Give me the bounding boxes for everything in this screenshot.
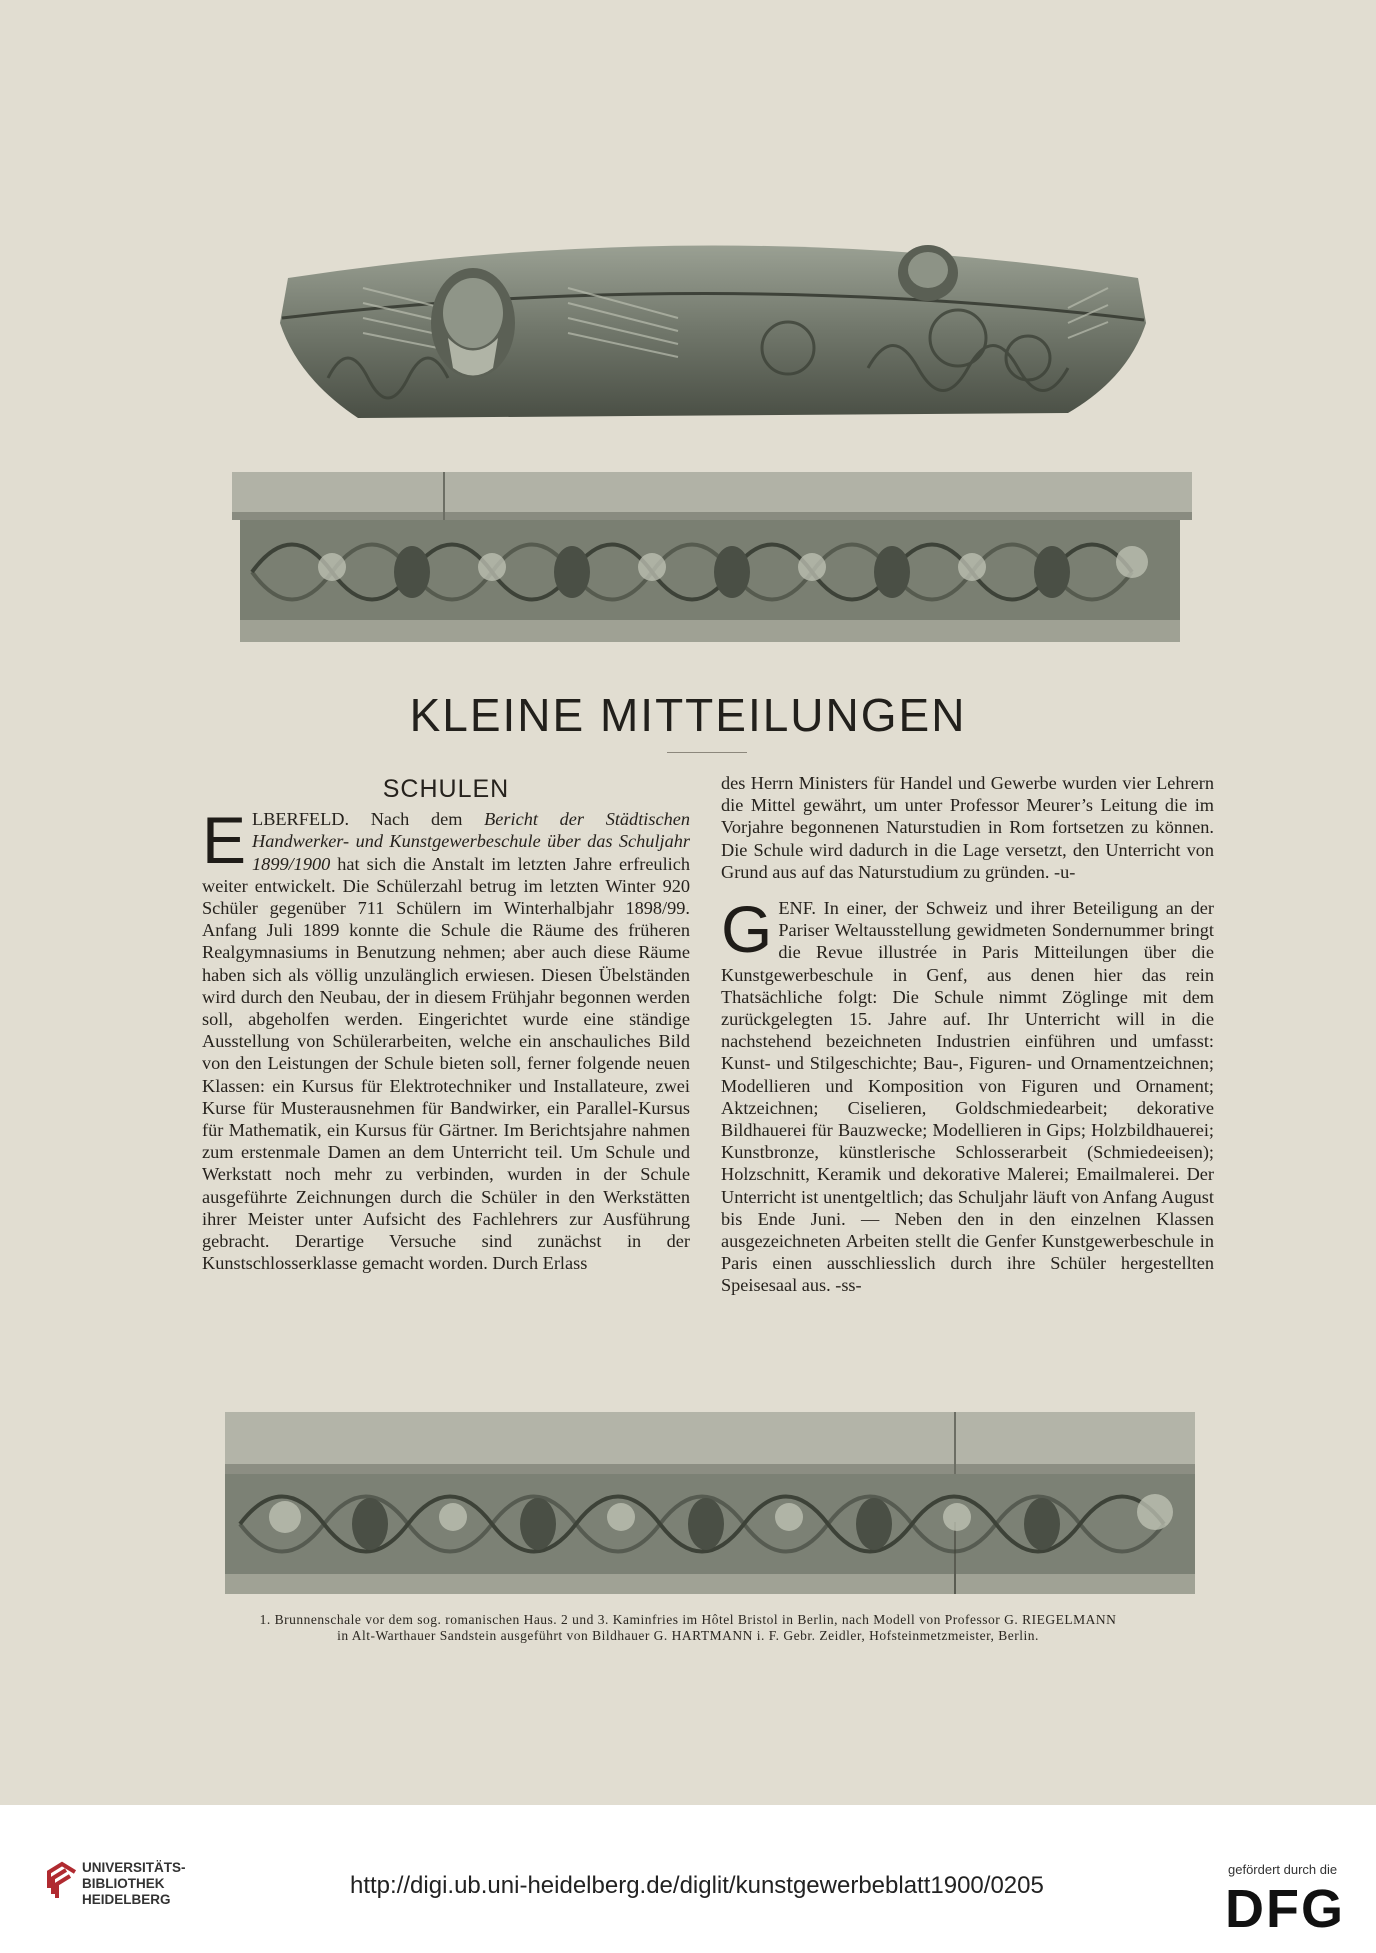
funded-by-label: gefördert durch die	[1228, 1862, 1338, 1877]
figure-fountain-basin	[268, 228, 1158, 428]
dfg-logo[interactable]: DFG	[1225, 1879, 1345, 1939]
section-heading: SCHULEN	[382, 775, 510, 803]
text-column-left	[202, 772, 690, 1274]
page-title: KLEINE MITTEILUNGEN	[409, 689, 967, 741]
dropcap-e: E	[202, 803, 247, 878]
text-column-right	[721, 772, 1214, 1297]
paragraph-genf: GENF. In einer, der Schweiz und ihrer Beteiligung an der Pariser Weltausstellung gewidmeten Sondernummer bringt die Revue illustrée in Paris Mitteilungen über die Kunstgewerbeschule in Genf, aus denen hier das rein Thatsächliche folgt: Die Schule nimmt Zöglinge mit dem zurückgelegten 15. Jahre auf. Ihr Unterricht will in die nachstehend bezeichneten Industrien einführen und umfasst: Kunst- und Stilgeschichte; Bau-, Figuren- und Ornamentzeichnen; Modellieren und Komposition von Figuren und Ornament; Aktzeichnen; Ciselieren, Goldschmiedearbeit; dekorative Bildhauerei für Bauzwecke; Modellieren in Gips; Holzbildhauerei; Kunstbronze, künstlerische Schlosserarbeit (Schmiedeeisen); Holzschnitt, Keramik und dekorative Malerei; Emailmalerei. Der Unterricht ist unentgeltlich; das Schuljahr läuft von Anfang August bis Ende Juni. — Neben den in den einzelnen Klassen ausgezeichneten Arbeiten stellt die Genfer Kunstgewerbeschule in Paris einen ausschliesslich durch ihre Schüler hergestellten Speisesaal aus. -ss-	[721, 892, 1214, 1296]
dropcap-g: G	[721, 892, 773, 967]
figure-frieze-3	[225, 1412, 1195, 1597]
paragraph-continued: des Herrn Ministers für Handel und Gewerbe wurden vier Lehrern die Mittel gewährt, um unter Professor Meurer’s Leitung die im Vorjahre begonnenen Naturstudien in Rom fortsetzen zu können. Die Schule wird dadurch in die Lage versetzt, den Unterricht von Grund aus auf das Naturstudium zu gründen. -u-	[721, 773, 1214, 882]
title-divider	[667, 752, 747, 753]
library-logo-icon[interactable]	[45, 1858, 79, 1905]
permalink-url[interactable]: http://digi.ub.uni-heidelberg.de/diglit/kunstgewerbeblatt1900/0205	[350, 1872, 1044, 1899]
caption-line-1: 1. Brunnenschale vor dem sog. romanischen Haus. 2 und 3. Kaminfries im Hôtel Bristol in Berlin, nach Modell von Professor G. RIEGELMANN	[259, 1612, 1117, 1627]
figure-caption	[150, 1612, 1226, 1644]
caption-line-2: in Alt-Warthauer Sandstein ausgeführt von Bildhauer G. HARTMANN i. F. Gebr. Zeidler, Hofsteinmetzmeister, Berlin.	[337, 1628, 1039, 1643]
report-title: Bericht der Städtischen Handwerker- und Kunstgewerbeschule über das Schuljahr 1899/1900	[252, 809, 690, 874]
figure-frieze-2	[232, 472, 1192, 647]
library-name[interactable]: UNIVERSITÄTS- BIBLIOTHEK HEIDELBERG	[82, 1860, 186, 1907]
paragraph-elberfeld: ELBERFELD. Nach dem Bericht der Städtischen Handwerker- und Kunstgewerbeschule über das Schuljahr 1899/1900 hat sich die Anstalt im letzten Jahre erfreulich weiter entwickelt. Die Schülerzahl betrug im letzten Winter 920 Schüler gegenüber 711 Schülern im Winterhalbjahr 1898/99. Anfang Juli 1899 konnte die Schule die Räume des früheren Realgymnasiums in Benutzung nehmen; aber auch diese Räume haben sich als völlig unzulänglich erwiesen. Diesen Übelständen wird durch den Neubau, der in diesem Frühjahr begonnen werden soll, abgeholfen werden. Eingerichtet wurde eine ständige Ausstellung von Schülerarbeiten, welche ein anschauliches Bild von den Leistungen der Schule bieten soll, ferner folgende neuen Klassen: ein Kursus für Elektrotechniker und Installateure, zwei Kurse für Musterausnehmen für Bandwirker, ein Parallel-Kursus für Mathematik, ein Kursus für Gärtner. Im Berichtsjahre nahmen zum erstenmale Damen an dem Unterricht teil. Um Schule und Werkstatt noch mehr zu verbinden, wurden in der Schule ausgeführte Zeichnungen durch die Schüler in den Werkstätten ihrer Meister unter Aufsicht des Fachlehrers zur Ausführung gebracht. Derartige Versuche sind zunächst in der Kunstschlosserklasse gemacht worden. Durch Erlass	[202, 803, 690, 1274]
